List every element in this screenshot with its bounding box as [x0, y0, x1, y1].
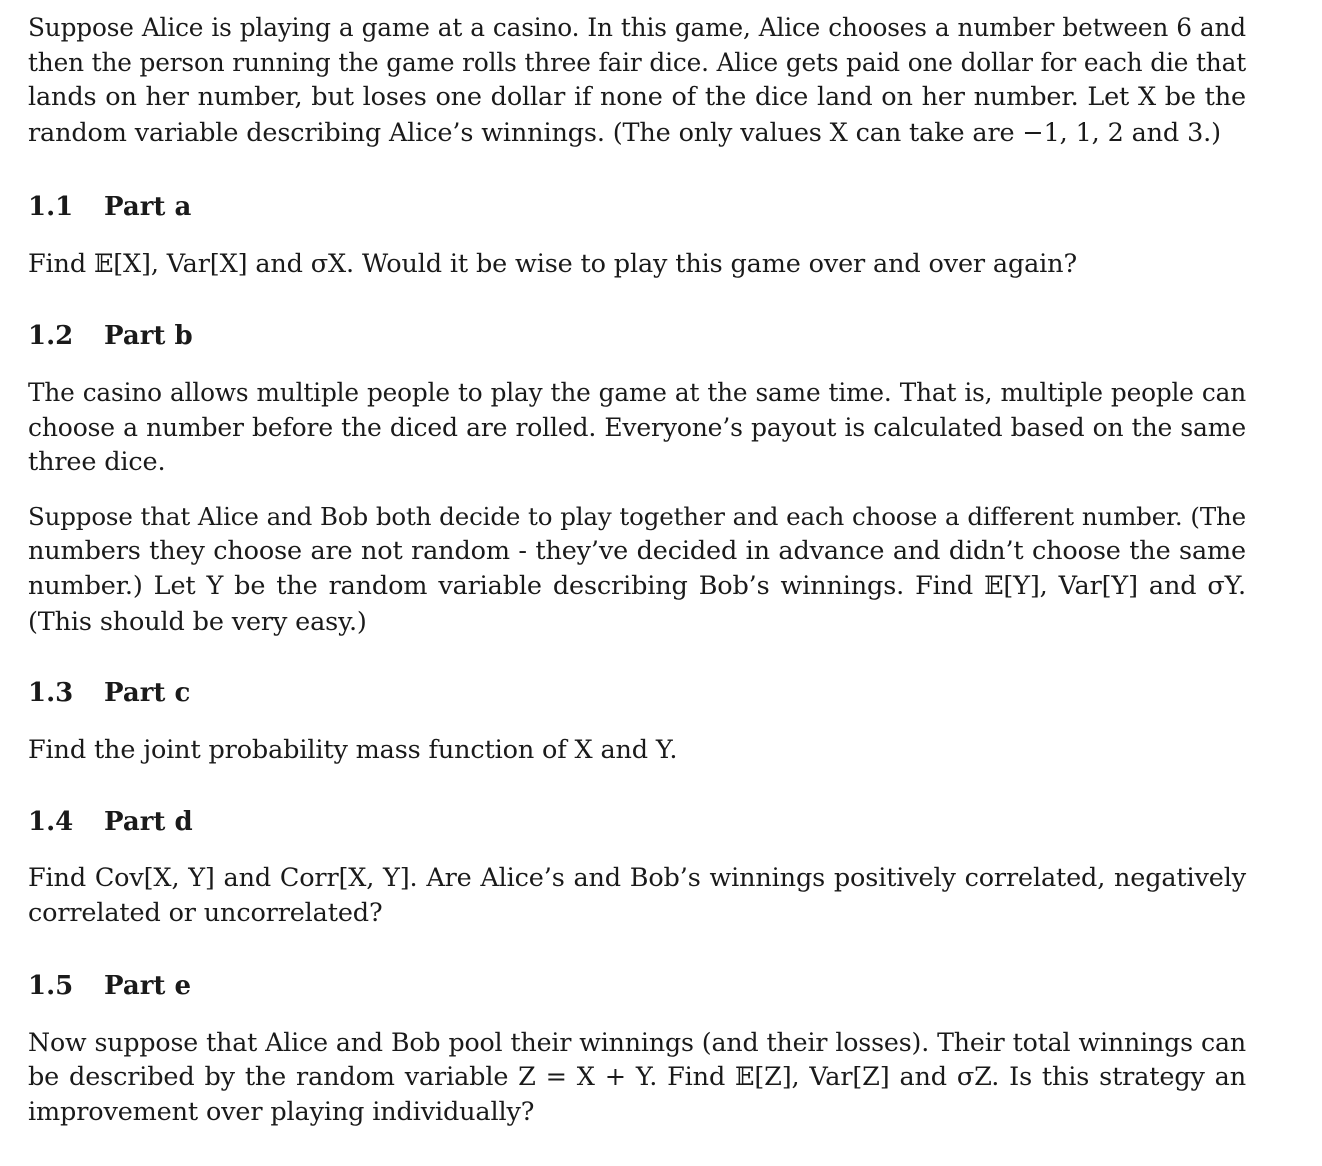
- part-b-p1-line-2: choose a number before the diced are rolled. Everyone’s payout is calculated based on the same: [28, 413, 1246, 443]
- part-b-p1-line-3: three dice.: [28, 447, 166, 478]
- part-b-paragraph-2: [28, 499, 1246, 640]
- part-c-paragraph: [28, 733, 1246, 768]
- intro-line-2: then the person running the game rolls three fair dice. Alice gets paid one dollar for each die that: [28, 48, 1246, 78]
- section-title: Part e: [104, 971, 192, 1001]
- part-a-line-1: Find 𝔼[X], Var[X] and σX. Would it be wise to play this game over and over again?: [28, 249, 1077, 279]
- intro-line-4: random variable describing Alice’s winnings. (The only values X can take are −1, 1, 2 and 3.): [28, 117, 1221, 148]
- section-number: 1.5: [28, 971, 74, 1001]
- section-title: Part b: [104, 321, 193, 351]
- section-number: 1.2: [28, 321, 74, 351]
- section-part-a-heading: [28, 192, 1246, 222]
- section-number: 1.3: [28, 678, 74, 708]
- section-title: Part a: [104, 192, 192, 222]
- section-part-e-heading: [28, 971, 1246, 1001]
- part-e-line-2: be described by the random variable Z = X + Y. Find 𝔼[Z], Var[Z] and σZ. Is this strategy an: [28, 1062, 1246, 1093]
- part-a-paragraph: [28, 247, 1246, 282]
- section-part-d-heading: [28, 807, 1246, 837]
- part-d-paragraph: [28, 861, 1246, 931]
- part-c-line-1: Find the joint probability mass function of X and Y.: [28, 735, 678, 765]
- part-e-line-1: Now suppose that Alice and Bob pool their winnings (and their losses). Their total winnings can: [28, 1028, 1246, 1057]
- intro-paragraph: [28, 10, 1246, 151]
- section-part-b-heading: [28, 321, 1246, 351]
- intro-line-3: lands on her number, but loses one dollar if none of the dice land on her number. Let X be the: [28, 82, 1246, 113]
- part-b-p2-line-4: (This should be very easy.): [28, 606, 367, 637]
- part-e-paragraph: [28, 1025, 1246, 1131]
- part-b-p2-line-1: Suppose that Alice and Bob both decide to play together and each choose a different number. (The: [28, 502, 1246, 531]
- section-part-c-heading: [28, 678, 1246, 708]
- section-title: Part d: [104, 807, 193, 837]
- intro-line-1: Suppose Alice is playing a game at a casino. In this game, Alice chooses a number between 6 and: [28, 13, 1246, 42]
- part-b-paragraph-1: [28, 375, 1246, 481]
- part-b-p2-line-3: number.) Let Y be the random variable describing Bob’s winnings. Find 𝔼[Y], Var[Y] and σY.: [28, 571, 1246, 602]
- part-b-p1-line-1: The casino allows multiple people to play the game at the same time. That is, multiple people can: [28, 378, 1246, 407]
- section-number: 1.4: [28, 807, 74, 837]
- section-number: 1.1: [28, 192, 74, 222]
- part-b-p2-line-2: numbers they choose are not random - they’ve decided in advance and didn’t choose the same: [28, 536, 1246, 567]
- part-e-line-3: improvement over playing individually?: [28, 1097, 535, 1128]
- part-d-line-2: correlated or uncorrelated?: [28, 898, 383, 929]
- section-title: Part c: [104, 678, 191, 708]
- part-d-line-1: Find Cov[X, Y] and Corr[X, Y]. Are Alice’s and Bob’s winnings positively correlated, negatively: [28, 863, 1246, 893]
